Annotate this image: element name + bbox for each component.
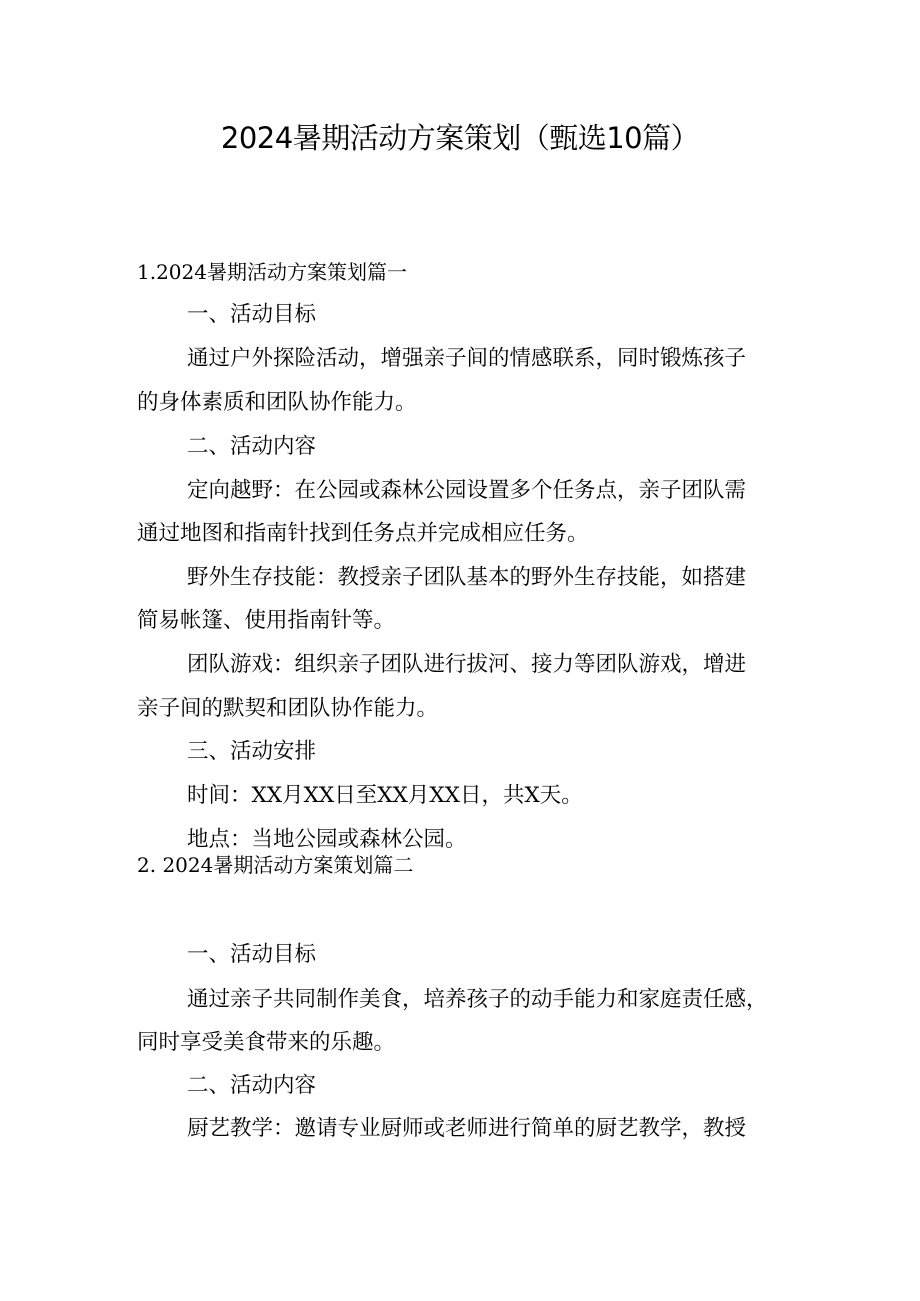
article-1-content-2-line-2: 简易帐篷、使用指南针等。 <box>137 608 396 633</box>
article-2-section-1-title: 一、活动目标 <box>187 942 317 967</box>
article-1-content-3-line-2: 亲子间的默契和团队协作能力。 <box>137 696 439 721</box>
article-1-section-3-title: 三、活动安排 <box>187 739 317 764</box>
article-2-section-2-title: 二、活动内容 <box>187 1073 317 1098</box>
article-1-goal-line-2: 的身体素质和团队协作能力。 <box>137 390 417 415</box>
article-1-content-2-line-1: 野外生存技能：教授亲子团队基本的野外生存技能，如搭建 <box>187 565 747 590</box>
article-2-goal-line-1: 通过亲子共同制作美食，培养孩子的动手能力和家庭责任感， <box>187 987 768 1012</box>
article-1-heading: 1.2024暑期活动方案策划篇一 <box>137 260 407 284</box>
article-2-heading: 2. 2024暑期活动方案策划篇二 <box>137 853 414 877</box>
article-1-content-1-line-2: 通过地图和指南针找到任务点并完成相应任务。 <box>137 521 589 546</box>
document-title: 2024暑期活动方案策划（甄选10篇） <box>220 121 700 155</box>
article-1-content-3-line-1: 团队游戏：组织亲子团队进行拔河、接力等团队游戏，增进 <box>187 652 747 677</box>
article-1-content-1-line-1: 定向越野：在公园或森林公园设置多个任务点，亲子团队需 <box>187 478 747 503</box>
article-1-section-1-title: 一、活动目标 <box>187 302 317 327</box>
article-1-place: 地点：当地公园或森林公园。 <box>187 827 467 852</box>
article-1-goal-line-1: 通过户外探险活动，增强亲子间的情感联系，同时锻炼孩子 <box>187 346 747 371</box>
article-2-goal-line-2: 同时享受美食带来的乐趣。 <box>137 1030 396 1055</box>
article-1-time: 时间：XX月XX日至XX月XX日，共X天。 <box>187 783 583 808</box>
article-2-content-1-line-1: 厨艺教学：邀请专业厨师或老师进行简单的厨艺教学，教授 <box>187 1116 747 1141</box>
article-1-section-2-title: 二、活动内容 <box>187 434 317 459</box>
